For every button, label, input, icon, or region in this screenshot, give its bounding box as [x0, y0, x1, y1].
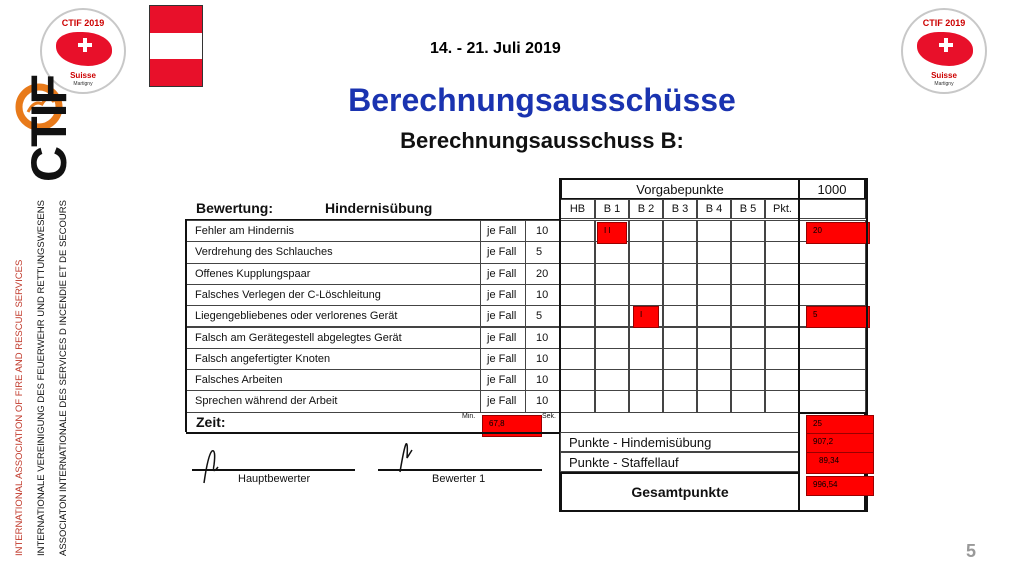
- grid-cell: [560, 327, 595, 349]
- vorgabe-value: 1000: [798, 178, 866, 200]
- min-label: Min.: [462, 413, 476, 420]
- row-fall: je Fall: [480, 327, 526, 349]
- grid-cell: [595, 263, 629, 285]
- grid-cell: [765, 284, 800, 306]
- logo-bottom-text: Suisse: [931, 71, 957, 80]
- grid-cell: [765, 369, 800, 391]
- grid-cell: [595, 390, 629, 412]
- grid-cell: [663, 241, 697, 263]
- zeit-pkt-value: 25: [806, 415, 874, 435]
- grid-cell: [731, 327, 765, 349]
- row-fall: je Fall: [480, 241, 526, 263]
- signature-hauptbewerter-icon: [196, 445, 226, 485]
- grid-cell: [731, 241, 765, 263]
- grid-cell: [560, 263, 595, 285]
- grid-cell: [595, 305, 629, 327]
- grid-cell: [663, 348, 697, 370]
- logo-place-text: Martigny: [73, 81, 93, 87]
- row-points: 10: [525, 220, 561, 242]
- bewertung-label: Bewertung:: [196, 200, 273, 216]
- row-label: Offenes Kupplungspaar: [186, 263, 481, 285]
- grid-cell: [663, 390, 697, 412]
- row-points: 10: [525, 348, 561, 370]
- gesamt-value: 996,54: [806, 476, 874, 496]
- column-header: B 3: [663, 199, 697, 219]
- row-fall: je Fall: [480, 263, 526, 285]
- grid-cell: [765, 327, 800, 349]
- row-fall: je Fall: [480, 220, 526, 242]
- column-header: Pkt.: [765, 199, 800, 219]
- row-fall: je Fall: [480, 348, 526, 370]
- grid-cell: [765, 390, 800, 412]
- grid-cell: [663, 369, 697, 391]
- row-points: 10: [525, 284, 561, 306]
- sidebar-line-fr: ASSOCIATON INTERNATIONALE DES SERVICES D INCENDIE ET DE SECOURS: [58, 200, 69, 556]
- row-pkt-cell: [798, 327, 866, 349]
- grid-cell: [697, 263, 731, 285]
- sidebar-line-en: INTERNATIONAL ASSOCIATION OF FIRE AND RESCUE SERVICES: [14, 259, 25, 556]
- column-header: HB: [560, 199, 595, 219]
- punkte-hindernis-value: 907,2: [806, 433, 874, 453]
- row-fall: je Fall: [480, 390, 526, 412]
- row-label: Falsches Verlegen der C-Löschleitung: [186, 284, 481, 306]
- row-points: 10: [525, 327, 561, 349]
- grid-cell: [697, 327, 731, 349]
- punkte-staffel-cell: Punkte - Staffellauf: [560, 452, 800, 472]
- logo-top-text: CTIF 2019: [61, 18, 105, 28]
- grid-cell: [560, 348, 595, 370]
- grid-cell: [560, 390, 595, 412]
- grid-cell: [663, 220, 697, 242]
- grid-cell: [663, 305, 697, 327]
- grid-cell: [629, 390, 663, 412]
- sidebar-line-de: INTERNATIONALE VEREINIGUNG DES FEUERWEHR UND RETTUNGSWESENS: [36, 200, 47, 556]
- grid-cell: [765, 348, 800, 370]
- logo-bottom-text: Suisse: [70, 71, 96, 80]
- row-points: 10: [525, 369, 561, 391]
- mark-b1-fehler: I I: [597, 222, 627, 244]
- bewertung-value: Hindernisübung: [325, 200, 433, 216]
- grid-cell: [697, 241, 731, 263]
- grid-cell: [697, 284, 731, 306]
- grid-cell: [629, 284, 663, 306]
- signature-line-haupt: [192, 469, 355, 471]
- row-pkt-cell: [798, 390, 866, 412]
- column-header: B 4: [697, 199, 731, 219]
- grid-cell: [697, 390, 731, 412]
- grid-cell: [560, 369, 595, 391]
- row-label: Sprechen während der Arbeit: [186, 390, 481, 412]
- grid-cell: [765, 241, 800, 263]
- grid-cell: [697, 220, 731, 242]
- grid-cell: [731, 348, 765, 370]
- zeit-label: Zeit:: [196, 414, 226, 430]
- grid-cell: [731, 284, 765, 306]
- grid-cell: [560, 284, 595, 306]
- grid-cell: [663, 263, 697, 285]
- pkt-geraet-value: 5: [806, 306, 870, 328]
- column-header: B 2: [629, 199, 663, 219]
- grid-cell: [629, 369, 663, 391]
- row-label: Verdrehung des Schlauches: [186, 241, 481, 263]
- grid-cell: [731, 263, 765, 285]
- grid-cell: [731, 220, 765, 242]
- grid-cell: [560, 305, 595, 327]
- punkte-staffel-value: 89,34: [806, 452, 874, 474]
- row-points: 20: [525, 263, 561, 285]
- grid-cell: [697, 369, 731, 391]
- zeit-value: 67,8: [482, 415, 542, 437]
- grid-cell: [595, 327, 629, 349]
- swiss-cross-icon: [78, 38, 92, 52]
- grid-cell: [765, 305, 800, 327]
- grid-cell: [697, 348, 731, 370]
- event-date: 14. - 21. Juli 2019: [430, 40, 561, 57]
- row-fall: je Fall: [480, 369, 526, 391]
- grid-cell: [765, 263, 800, 285]
- grid-cell: [629, 241, 663, 263]
- mark-b2-geraet: I: [633, 306, 659, 328]
- form-left-border: [185, 219, 187, 432]
- zeit-underline: [186, 432, 561, 434]
- column-header: B 5: [731, 199, 765, 219]
- logo-top-text: CTIF 2019: [922, 18, 966, 28]
- grid-cell: [629, 327, 663, 349]
- grid-cell: [697, 305, 731, 327]
- grid-cell: [595, 241, 629, 263]
- page-number: 5: [965, 541, 976, 561]
- page-subtitle: Berechnungsausschuss B:: [400, 128, 684, 153]
- austria-flag-icon: [149, 5, 203, 87]
- punkte-hindernis-cell: Punkte - Hindemisübung: [560, 432, 800, 452]
- grid-cell: [663, 327, 697, 349]
- grid-cell: [731, 369, 765, 391]
- row-pkt-cell: [798, 348, 866, 370]
- row-pkt-cell: [798, 369, 866, 391]
- logo-place-text: Martigny: [934, 81, 954, 87]
- swiss-cross-icon: [939, 38, 953, 52]
- ctif-brand-text: CTIF: [21, 74, 77, 182]
- signature-line-bewerter: [378, 469, 542, 471]
- row-label: Liegengebliebenes oder verlorenes Gerät: [186, 305, 481, 327]
- row-pkt-cell: [798, 263, 866, 285]
- grid-cell: [629, 348, 663, 370]
- row-points: 5: [525, 241, 561, 263]
- grid-cell: [731, 305, 765, 327]
- grid-cell: [765, 220, 800, 242]
- row-fall: je Fall: [480, 284, 526, 306]
- grid-cell: [629, 263, 663, 285]
- page-title: Berechnungsausschüsse: [348, 82, 736, 118]
- grid-cell: [595, 369, 629, 391]
- pkt-value-header: [798, 199, 866, 219]
- sig-haupt-label: Hauptbewerter: [238, 473, 311, 485]
- row-label: Falsches Arbeiten: [186, 369, 481, 391]
- row-label: Falsch am Gerätegestell abgelegtes Gerät: [186, 327, 481, 349]
- grid-cell: [629, 220, 663, 242]
- grid-cell: [663, 284, 697, 306]
- row-points: 5: [525, 305, 561, 327]
- vorgabe-header: Vorgabepunkte: [560, 178, 800, 200]
- grid-cell: [595, 284, 629, 306]
- pkt-fehler-value: 20: [806, 222, 870, 244]
- row-label: Fehler am Hindernis: [186, 220, 481, 242]
- grid-cell: [560, 241, 595, 263]
- row-pkt-cell: [798, 284, 866, 306]
- column-header: B 1: [595, 199, 629, 219]
- row-points: 10: [525, 390, 561, 412]
- row-pkt-cell: [798, 241, 866, 263]
- row-label: Falsch angefertigter Knoten: [186, 348, 481, 370]
- sig-bewerter-label: Bewerter 1: [432, 473, 486, 485]
- sek-label: Sek.: [542, 413, 557, 420]
- row-fall: je Fall: [480, 305, 526, 327]
- grid-cell: [560, 220, 595, 242]
- grid-cell: [731, 390, 765, 412]
- gesamt-cell: Gesamtpunkte: [560, 472, 800, 512]
- grid-cell: [595, 348, 629, 370]
